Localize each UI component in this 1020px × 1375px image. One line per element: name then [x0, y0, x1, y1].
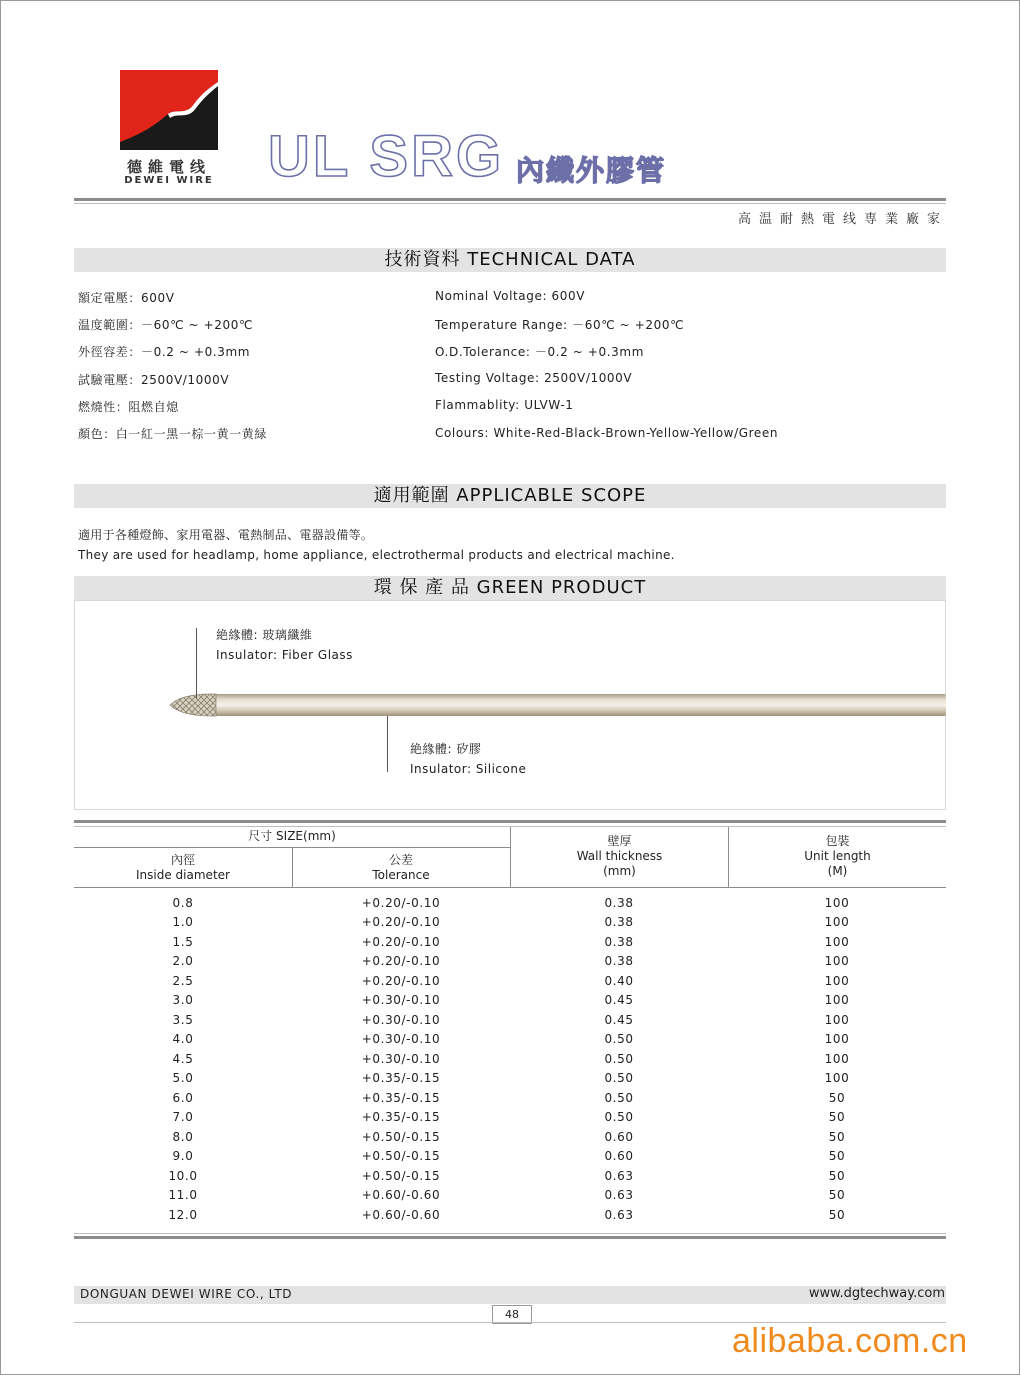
tech-right-testing-voltage: Testing Voltage: 2500V/1000V	[435, 371, 633, 385]
wall-thickness-cell: 0.50	[604, 1071, 634, 1086]
wall-thickness-cell: 0.50	[604, 1051, 634, 1066]
wall-thickness-cell: 0.50	[604, 1090, 634, 1105]
tech-right-tolerance: O.D.Tolerance: －0.2 ~ +0.3mm	[435, 345, 644, 359]
tolerance-cell: +0.30/-0.10	[361, 1012, 441, 1027]
inside-diameter-cell: 0.8	[172, 895, 194, 910]
table-row	[74, 1010, 946, 1030]
unit-length-cell: 100	[824, 934, 850, 949]
wall-thickness-header: 壁厚 Wall thickness (mm)	[576, 834, 663, 878]
insulator-fiberglass-en: Insulator: Fiber Glass	[216, 648, 353, 662]
inside-diameter-cell: 11.0	[168, 1188, 198, 1203]
tolerance-cell: +0.35/-0.15	[361, 1090, 441, 1105]
silicone-leader-line	[387, 716, 388, 772]
tech-right-temperature: Temperature Range: －60℃ ~ +200℃	[435, 318, 685, 332]
unit-length-cell: 50	[828, 1090, 846, 1105]
table-row	[74, 952, 946, 972]
unit-length-cell: 50	[828, 1188, 846, 1203]
unit-length-cell: 50	[828, 1110, 846, 1125]
unit-length-cell: 100	[824, 1051, 850, 1066]
applicable-scope-heading: 適用範圍 APPLICABLE SCOPE	[74, 484, 946, 508]
table-bottom-rule-thin	[74, 1233, 946, 1234]
product-title-cn: 內纖外膠管	[516, 154, 667, 187]
inside-diameter-cell: 4.5	[172, 1051, 194, 1066]
tolerance-cell: +0.35/-0.15	[361, 1110, 441, 1125]
tolerance-cell: +0.30/-0.10	[361, 993, 441, 1008]
tube-illustration	[168, 688, 946, 722]
table-row	[74, 1030, 946, 1050]
wall-thickness-cell: 0.60	[604, 1129, 634, 1144]
inside-diameter-cell: 2.0	[172, 954, 194, 969]
inside-diameter-cell: 7.0	[172, 1110, 194, 1125]
dewei-logo	[120, 70, 218, 150]
technical-data-heading: 技術資料 TECHNICAL DATA	[74, 248, 946, 272]
wall-thickness-cell: 0.38	[604, 934, 634, 949]
tolerance-cell: +0.50/-0.15	[361, 1149, 441, 1164]
inside-diameter-cell: 6.0	[172, 1090, 194, 1105]
wall-thickness-cell: 0.45	[604, 993, 634, 1008]
footer-company: DONGUAN DEWEI WIRE CO., LTD	[80, 1287, 293, 1301]
inside-diameter-cell: 9.0	[172, 1149, 194, 1164]
tech-right-flammability: Flammablity: ULVW-1	[435, 398, 574, 412]
size-header: 尺寸 SIZE(mm)	[248, 829, 336, 843]
insulator-silicone-cn: 絶緣體: 矽膠	[410, 742, 482, 756]
tolerance-cell: +0.30/-0.10	[361, 1051, 441, 1066]
size-table	[74, 893, 946, 1225]
tolerance-cell: +0.20/-0.10	[361, 934, 441, 949]
wall-thickness-cell: 0.63	[604, 1168, 634, 1183]
tech-left-tolerance: 外徑容差：－0.2 ~ +0.3mm	[78, 345, 251, 359]
wall-thickness-cell: 0.63	[604, 1207, 634, 1222]
table-top-rule	[74, 820, 946, 823]
tolerance-cell: +0.20/-0.10	[361, 954, 441, 969]
unit-length-cell: 100	[824, 1012, 850, 1027]
product-title: UL SRG	[268, 124, 505, 189]
tech-left-temperature: 温度範圍：－60℃ ~ +200℃	[78, 318, 254, 332]
unit-length-cell: 100	[824, 895, 850, 910]
table-header-rule	[74, 887, 946, 888]
inside-diameter-cell: 1.0	[172, 915, 194, 930]
inside-diameter-cell: 10.0	[168, 1168, 198, 1183]
table-row	[74, 1166, 946, 1186]
wall-thickness-cell: 0.45	[604, 1012, 634, 1027]
logo-en-text: DEWEI WIRE	[124, 175, 214, 186]
unit-length-cell: 50	[828, 1149, 846, 1164]
inside-diameter-cell: 5.0	[172, 1071, 194, 1086]
unit-length-header: 包裝 Unit length (M)	[804, 834, 871, 878]
table-row	[74, 1127, 946, 1147]
header-rule	[74, 198, 946, 201]
wall-thickness-cell: 0.38	[604, 915, 634, 930]
table-row	[74, 1205, 946, 1225]
tolerance-cell: +0.35/-0.15	[361, 1071, 441, 1086]
tech-right-voltage: Nominal Voltage: 600V	[435, 289, 586, 303]
company-tagline: 高温耐熱電线専業廠家	[737, 212, 948, 227]
tolerance-cell: +0.20/-0.10	[361, 973, 441, 988]
unit-length-cell: 100	[824, 973, 850, 988]
inside-diameter-cell: 3.0	[172, 993, 194, 1008]
table-row	[74, 1147, 946, 1167]
wall-thickness-cell: 0.38	[604, 954, 634, 969]
table-row	[74, 991, 946, 1011]
header-divider-2	[510, 827, 511, 887]
header-divider-3	[728, 827, 729, 887]
table-row	[74, 1069, 946, 1089]
inside-diameter-cell: 2.5	[172, 973, 194, 988]
tech-right-colours: Colours: White-Red-Black-Brown-Yellow-Yellow/Green	[435, 426, 779, 440]
tech-left-testing-voltage: 試驗電壓：2500V/1000V	[78, 373, 230, 387]
unit-length-cell: 50	[828, 1207, 846, 1222]
tolerance-cell: +0.50/-0.15	[361, 1129, 441, 1144]
table-row	[74, 1108, 946, 1128]
tolerance-cell: +0.50/-0.15	[361, 1168, 441, 1183]
header-rule-thin	[74, 203, 946, 204]
insulator-silicone-en: Insulator: Silicone	[410, 762, 527, 776]
scope-cn-text: 適用于各種燈飾、家用電器、電熱制品、電器設備等。	[78, 528, 374, 542]
table-row	[74, 893, 946, 913]
size-table-body	[74, 893, 946, 1225]
header-divider-1	[292, 848, 293, 887]
unit-length-cell: 100	[824, 915, 850, 930]
inside-diameter-cell: 3.5	[172, 1012, 194, 1027]
unit-length-cell: 100	[824, 993, 850, 1008]
tolerance-cell: +0.60/-0.60	[361, 1207, 441, 1222]
inside-diameter-cell: 1.5	[172, 934, 194, 949]
tech-left-flammability: 燃燒性：阻燃自熄	[78, 400, 179, 414]
inside-diameter-cell: 4.0	[172, 1032, 194, 1047]
tolerance-cell: +0.20/-0.10	[361, 895, 441, 910]
wall-thickness-cell: 0.40	[604, 973, 634, 988]
unit-length-cell: 100	[824, 1071, 850, 1086]
wall-thickness-cell: 0.63	[604, 1188, 634, 1203]
inside-diameter-cell: 8.0	[172, 1129, 194, 1144]
table-row	[74, 971, 946, 991]
table-row	[74, 932, 946, 952]
tolerance-cell: +0.60/-0.60	[361, 1188, 441, 1203]
tolerance-cell: +0.30/-0.10	[361, 1032, 441, 1047]
table-row	[74, 913, 946, 933]
tech-left-colours: 顏色：白一紅一黑一棕一黄一黄緑	[78, 427, 268, 441]
green-product-heading: 環 保 產 品 GREEN PRODUCT	[74, 576, 946, 600]
tolerance-cell: +0.20/-0.10	[361, 915, 441, 930]
wall-thickness-cell: 0.50	[604, 1110, 634, 1125]
insulator-fiberglass-cn: 絶緣體: 玻璃纖維	[216, 628, 313, 642]
inside-diameter-cell: 12.0	[168, 1207, 198, 1222]
tech-left-voltage: 額定電壓：600V	[78, 291, 175, 305]
inside-diameter-header: 內徑 Inside diameter	[136, 853, 230, 882]
wall-thickness-cell: 0.50	[604, 1032, 634, 1047]
alibaba-watermark: alibaba.com.cn	[732, 1322, 968, 1360]
tolerance-header: 公差 Tolerance	[372, 853, 430, 882]
wall-thickness-cell: 0.38	[604, 895, 634, 910]
unit-length-cell: 50	[828, 1129, 846, 1144]
wall-thickness-cell: 0.60	[604, 1149, 634, 1164]
unit-length-cell: 50	[828, 1168, 846, 1183]
unit-length-cell: 100	[824, 954, 850, 969]
table-row	[74, 1049, 946, 1069]
logo-cn-text: 德維電线	[126, 158, 211, 176]
footer-url[interactable]: www.dgtechway.com	[808, 1286, 945, 1301]
insulator-leader-line	[196, 628, 197, 698]
table-row	[74, 1186, 946, 1206]
table-row	[74, 1088, 946, 1108]
unit-length-cell: 100	[824, 1032, 850, 1047]
scope-en-text: They are used for headlamp, home appliance, electrothermal products and electrical machine.	[78, 548, 675, 562]
page-number: 48	[492, 1305, 532, 1324]
table-bottom-rule	[74, 1236, 946, 1239]
